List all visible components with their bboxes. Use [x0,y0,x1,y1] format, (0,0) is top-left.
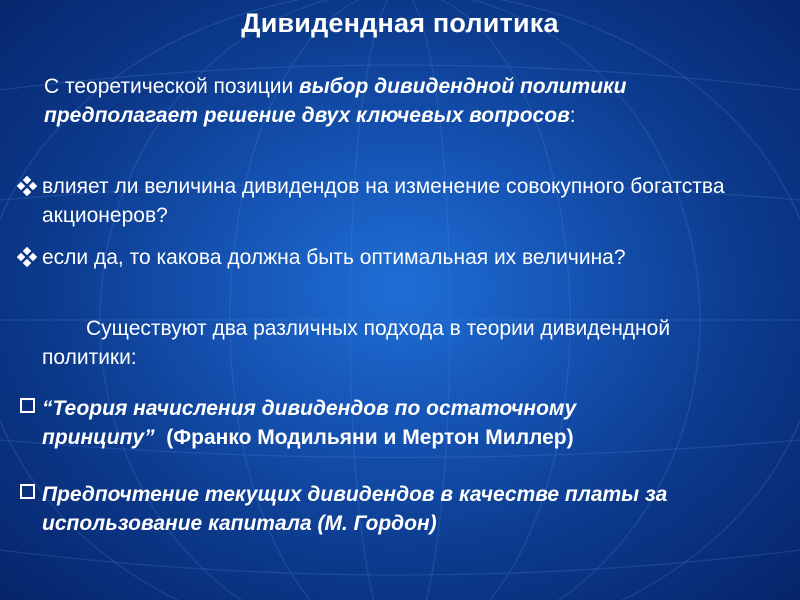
intro-suffix: : [569,104,576,127]
box-bullet-icon [19,397,39,417]
approach-item-1 [42,394,762,452]
approach-1-name: “Теория начисления дивидендов по остаточному принципу” [42,397,577,449]
approach-1-authors: (Франко Модильяни и Мертон Миллер) [166,426,574,449]
box-bullet-icon [19,483,39,503]
approach-item-2: Предпочтение текущих дивидендов в качестве платы за использование капитала (М. Гордон) [42,483,668,535]
approaches-intro-text: Существуют два различных подхода в теории дивидендной политики: [42,317,671,369]
question-item-1: влияет ли величина дивидендов на изменение совокупного богатства акционеров? [42,175,725,227]
intro-emphasis: выбор дивидендной политики предполагает решение двух ключевых вопросов [44,75,627,127]
diamond-bullet-icon [17,176,37,196]
approaches-intro [42,314,742,372]
slide-title: Дивидендная политика [241,8,559,38]
question-item-2: если да, то какова должна быть оптимальная их величина? [42,246,626,269]
diamond-bullet-icon [17,247,37,267]
intro-prefix: С теоретической позиции [44,75,300,98]
intro-paragraph [44,72,744,130]
